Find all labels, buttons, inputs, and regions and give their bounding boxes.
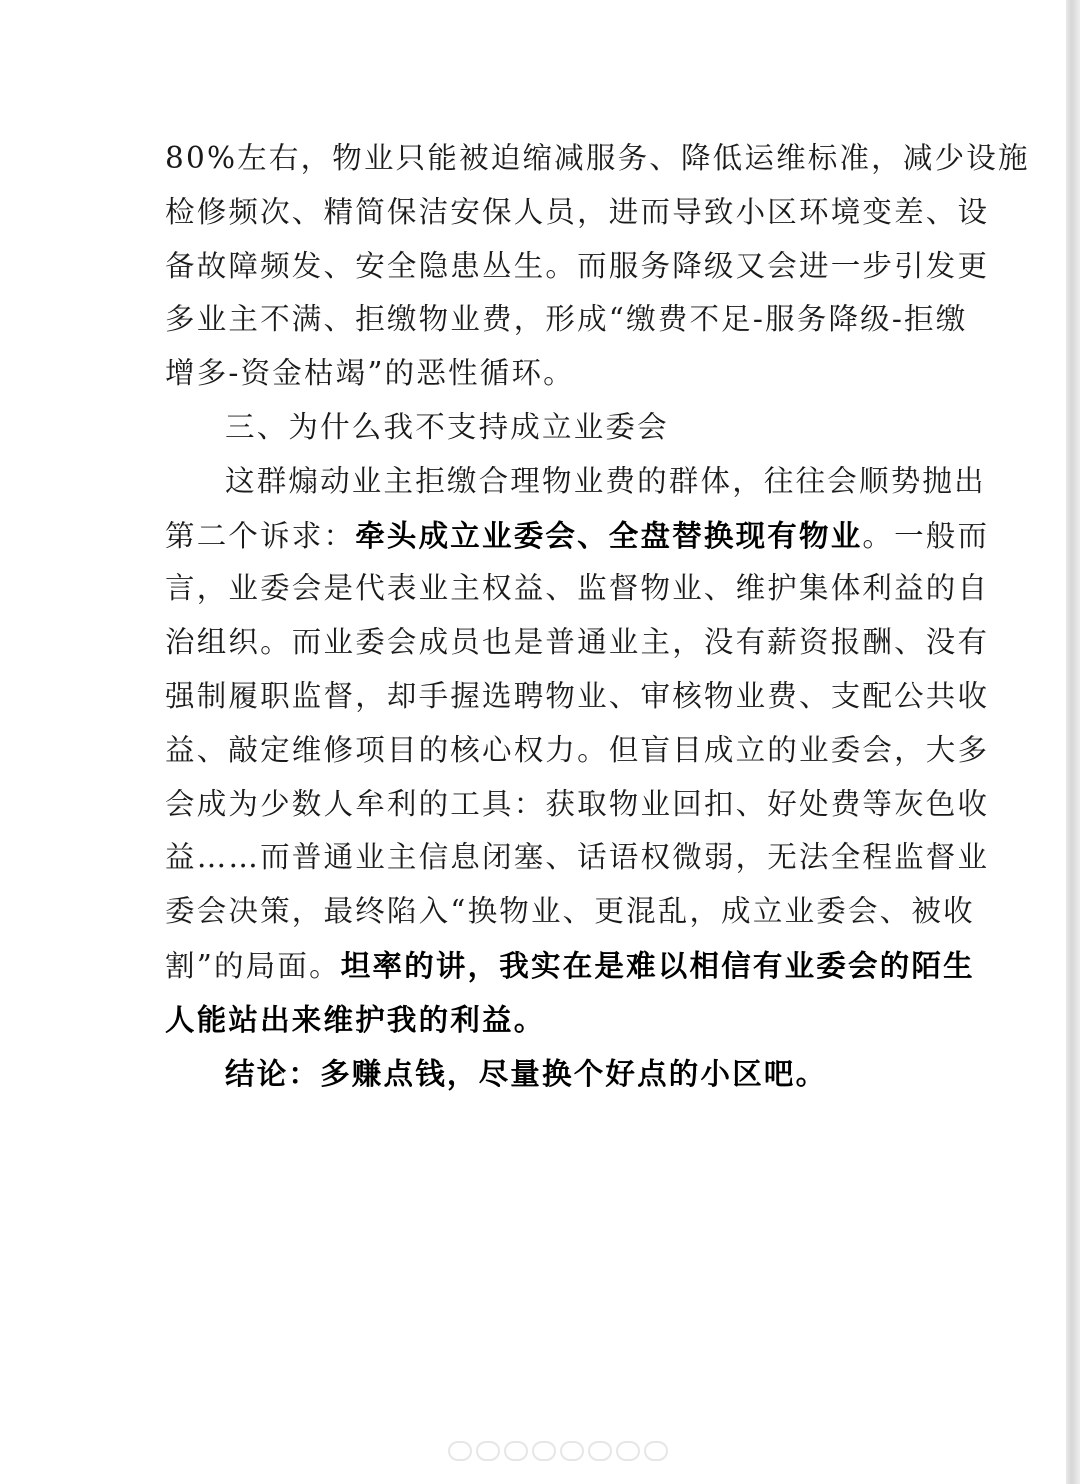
text-segment: 言，业委会是代表业主权益、监督物业、维护集体利益的自 (165, 571, 990, 606)
text-line (165, 1047, 915, 1101)
text-segment: 多业主不满、拒缴物业费，形成“缴费不足-服务降级-拒缴 (165, 302, 968, 337)
text-segment: 80%左右，物业只能被迫缩减服务、降低运维标准，减少设施 (165, 141, 1030, 175)
text-segment: 委会决策，最终陷入“换物业、更混乱，成立业委会、被收 (165, 894, 975, 929)
text-line (165, 831, 990, 885)
text-line (165, 778, 990, 832)
text-segment: 。一般而 (862, 518, 990, 553)
text-line (165, 132, 1030, 186)
text-line (165, 939, 975, 993)
bold-text-segment: 牵头成立业委会、全盘替换现有物业 (355, 517, 863, 553)
scrollbar-track[interactable] (1066, 0, 1080, 1484)
text-segment: 割”的局面。 (165, 948, 341, 983)
text-segment: 备故障频发、安全隐患丛生。而服务降级又会进一步引发更 (165, 248, 990, 283)
text-line (165, 885, 975, 939)
text-segment: 治组织。而业委会成员也是普通业主，没有薪资报酬、没有 (165, 625, 990, 660)
text-line (165, 616, 990, 670)
text-line (165, 186, 990, 240)
text-segment: 会成为少数人牟利的工具：获取物业回扣、好处费等灰色收 (165, 786, 990, 821)
bold-text-segment: 人能站出来维护我的利益。 (165, 1001, 546, 1037)
document-body (165, 132, 1030, 1100)
text-line (165, 347, 915, 401)
text-segment: 检修频次、精简保洁安保人员，进而导致小区环境变差、设 (165, 194, 990, 229)
text-line (165, 240, 990, 294)
text-segment: 第二个诉求： (165, 518, 356, 553)
text-line (165, 401, 915, 455)
text-line (165, 993, 915, 1047)
text-segment: 益、敲定维修项目的核心权力。但盲目成立的业委会，大多 (165, 732, 990, 767)
bold-text-segment: 结论：多赚点钱，尽量换个好点的小区吧。 (225, 1055, 828, 1091)
text-line (165, 293, 968, 347)
text-segment: 三、为什么我不支持成立业委会 (225, 409, 669, 444)
text-line (165, 509, 990, 563)
text-segment: 这群煽动业主拒缴合理物业费的群体，往往会顺势抛出 (225, 463, 986, 498)
text-segment: 强制履职监督，却手握选聘物业、审核物业费、支配公共收 (165, 678, 990, 713)
bold-text-segment: 坦率的讲，我实在是难以相信有业委会的陌生 (340, 947, 975, 983)
text-line (165, 455, 986, 509)
watermark-logo (448, 1438, 674, 1464)
text-line (165, 670, 990, 724)
text-line (165, 562, 990, 616)
text-segment: 增多-资金枯竭”的恶性循环。 (165, 356, 575, 391)
text-segment: 益……而普通业主信息闭塞、话语权微弱，无法全程监督业 (165, 840, 990, 875)
text-line (165, 724, 990, 778)
